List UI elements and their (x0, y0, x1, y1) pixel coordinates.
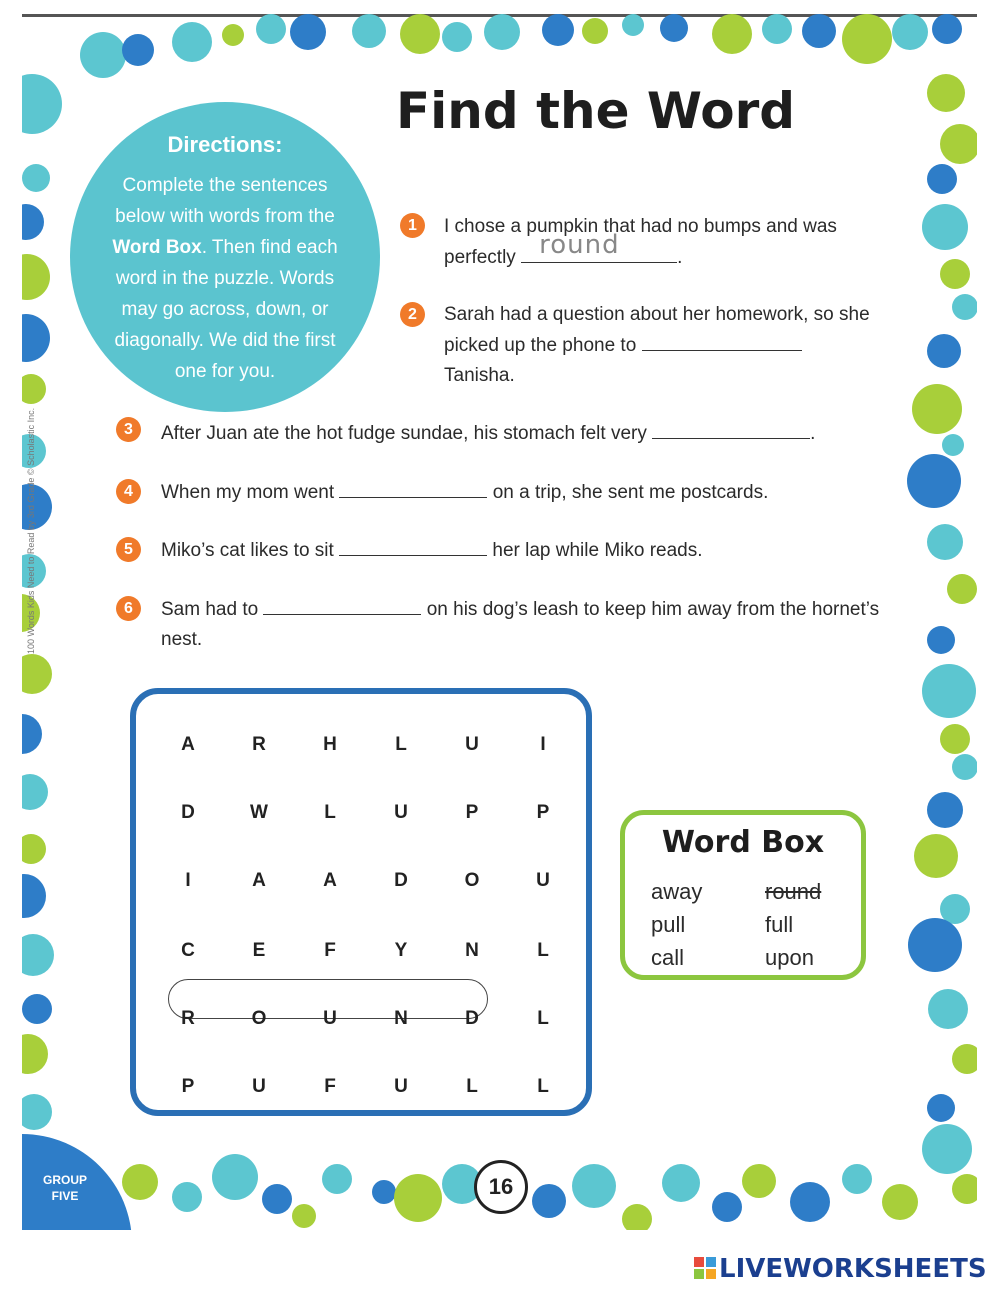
decorative-dot (952, 294, 977, 320)
decorative-dot (22, 74, 62, 134)
decorative-dot (927, 792, 963, 828)
decorative-dot (532, 1184, 566, 1218)
puzzle-letter[interactable]: U (323, 1008, 337, 1029)
decorative-dot (22, 254, 50, 300)
puzzle-letter[interactable]: F (324, 940, 336, 961)
puzzle-letter[interactable]: P (181, 1076, 195, 1097)
decorative-dot (952, 1044, 977, 1074)
puzzle-letter[interactable]: A (181, 734, 195, 755)
puzzle-letter[interactable]: L (537, 1076, 549, 1097)
puzzle-letter[interactable]: R (252, 734, 266, 755)
decorative-dot (914, 834, 958, 878)
puzzle-letter[interactable]: W (250, 802, 268, 823)
puzzle-letter[interactable]: U (394, 802, 408, 823)
answer-blank-2[interactable] (642, 330, 802, 351)
answer-blank-5[interactable] (339, 535, 487, 556)
decorative-dot (622, 1204, 652, 1230)
decorative-dot (790, 1182, 830, 1222)
puzzle-letter[interactable]: O (251, 1008, 267, 1029)
decorative-dot (22, 1034, 48, 1074)
puzzle-letter[interactable]: L (324, 802, 336, 823)
decorative-dot (290, 14, 326, 50)
question-1: I chose a pumpkin that had no bumps and was perfectly round . (444, 216, 837, 268)
decorative-dot (942, 434, 964, 456)
puzzle-letter[interactable]: U (252, 1076, 266, 1097)
decorative-dot (662, 1164, 700, 1202)
decorative-dot (762, 14, 792, 44)
decorative-dot (940, 259, 970, 289)
decorative-dot (932, 14, 962, 44)
decorative-dot (908, 918, 962, 972)
decorative-dot (484, 14, 520, 50)
worksheet-page (22, 14, 977, 1230)
decorative-dot (927, 164, 957, 194)
question-4: When my mom went on a trip, she sent me postcards. (161, 477, 921, 508)
puzzle-letter[interactable]: H (323, 734, 337, 755)
answer-blank-4[interactable] (339, 477, 487, 498)
puzzle-letter[interactable]: E (252, 940, 266, 961)
liveworksheets-brand[interactable]: LIVEWORKSHEETS (694, 1254, 987, 1284)
question-6: Sam had to on his dog’s leash to keep him away from the hornet’s nest. (161, 594, 891, 655)
word-box-title: Word Box (661, 825, 825, 860)
directions-text: Complete the sentences below with words from the Word Box. Then find each word in the puzzle. Words may go across, down, or diagonally. We did the first one for you. (112, 175, 338, 382)
decorative-dot (400, 14, 440, 54)
puzzle-letter[interactable]: D (181, 802, 195, 823)
puzzle-letter[interactable]: L (466, 1076, 478, 1097)
decorative-dot (660, 14, 688, 42)
decorative-dot (712, 14, 752, 54)
decorative-dot (442, 22, 472, 52)
puzzle-letter[interactable]: R (181, 1008, 195, 1029)
puzzle-letter[interactable]: L (537, 1008, 549, 1029)
puzzle-letter[interactable]: P (465, 802, 479, 823)
word-search-grid (130, 688, 592, 1116)
word-box-word: call (651, 945, 685, 970)
decorative-dot (947, 574, 977, 604)
copyright-text: 100 Words Kids Need to Read by 3rd Grade © Scholastic Inc. (26, 407, 36, 654)
decorative-dot (222, 24, 244, 46)
puzzle-letter[interactable]: L (537, 940, 549, 961)
decorative-dot (542, 14, 574, 46)
question-5-number: 5 (116, 537, 141, 562)
decorative-dot (22, 714, 42, 754)
decorative-dot (927, 334, 961, 368)
decorative-dot (928, 989, 968, 1029)
word-box-word: full (765, 912, 794, 937)
decorative-dot (394, 1174, 442, 1222)
puzzle-letter[interactable]: U (536, 870, 550, 891)
page-number: 16 (474, 1160, 528, 1214)
puzzle-letter[interactable]: O (464, 870, 480, 891)
question-5: Miko’s cat likes to sit her lap while Miko reads. (161, 535, 921, 566)
word-box-word: pull (651, 912, 686, 937)
decorative-dot (80, 32, 126, 78)
decorative-dot (256, 14, 286, 44)
decorative-dot (122, 1164, 158, 1200)
decorative-dot (712, 1192, 742, 1222)
decorative-dot (622, 14, 644, 36)
decorative-dot (212, 1154, 258, 1200)
decorative-dot (22, 1094, 52, 1130)
decorative-dot (927, 74, 965, 112)
decorative-dot (892, 14, 928, 50)
decorative-dot (802, 14, 836, 48)
decorative-dot (940, 124, 977, 164)
question-3: After Juan ate the hot fudge sundae, his stomach felt very . (161, 418, 921, 449)
decorative-dot (22, 994, 52, 1024)
puzzle-letter[interactable]: P (536, 802, 550, 823)
puzzle-letter[interactable]: N (394, 1008, 408, 1029)
decorative-dot (122, 34, 154, 66)
decorative-dot (882, 1184, 918, 1220)
decorative-dot (292, 1204, 316, 1228)
directions-heading: Directions: (167, 132, 283, 157)
decorative-dot (952, 754, 977, 780)
word-box (620, 810, 866, 980)
puzzle-letter[interactable]: A (252, 870, 266, 891)
group-badge (22, 1134, 132, 1230)
decorative-dot (922, 1124, 972, 1174)
decorative-dot (352, 14, 386, 48)
answer-1-handwritten: round (539, 230, 620, 260)
decorative-dot (22, 834, 46, 864)
group-label: GROUP FIVE (42, 1173, 87, 1203)
answer-blank-6[interactable] (263, 594, 421, 615)
puzzle-letter[interactable]: I (540, 734, 546, 755)
word-box-word: upon (765, 945, 814, 970)
decorative-dot (22, 654, 52, 694)
puzzle-letter[interactable]: Y (394, 940, 408, 961)
decorative-dot (922, 664, 976, 718)
decorative-dot (842, 1164, 872, 1194)
directions-bubble (70, 102, 380, 412)
answer-blank-1[interactable] (521, 230, 677, 263)
puzzle-letter[interactable]: L (395, 734, 407, 755)
puzzle-letter[interactable]: N (465, 940, 479, 961)
decorative-dot (22, 204, 44, 240)
question-2: Sarah had a question about her homework, so she picked up the phone to Tanisha. (444, 304, 870, 386)
decorative-dot (927, 1094, 955, 1122)
decorative-dot (922, 204, 968, 250)
puzzle-letter[interactable]: U (394, 1076, 408, 1097)
question-2-number: 2 (400, 302, 425, 327)
decorative-dot (262, 1184, 292, 1214)
question-3-number: 3 (116, 417, 141, 442)
decorative-dot (742, 1164, 776, 1198)
decorative-dot (172, 1182, 202, 1212)
question-1-number: 1 (400, 213, 425, 238)
decorative-dot (172, 22, 212, 62)
decorative-dot (842, 14, 892, 64)
question-6-number: 6 (116, 596, 141, 621)
puzzle-letter[interactable]: I (185, 870, 191, 891)
puzzle-letter[interactable]: C (181, 940, 195, 961)
decorative-dot (372, 1180, 396, 1204)
decorative-dot (927, 626, 955, 654)
word-box-word: away (651, 879, 703, 904)
decorative-dot (582, 18, 608, 44)
puzzle-letter[interactable]: D (465, 1008, 479, 1029)
decorative-dot (952, 1174, 977, 1204)
decorative-dot (22, 774, 48, 810)
decorative-dot (940, 724, 970, 754)
question-4-number: 4 (116, 479, 141, 504)
puzzle-letter[interactable]: F (324, 1076, 336, 1097)
decorative-dot (22, 934, 54, 976)
decorative-dot (22, 874, 46, 918)
puzzle-letter[interactable]: A (323, 870, 337, 891)
word-box-word-crossed: round (765, 879, 822, 904)
page-title: Find the Word (396, 82, 796, 140)
liveworksheets-logo-icon (694, 1257, 716, 1279)
puzzle-letter[interactable]: U (465, 734, 479, 755)
decorative-dot (22, 164, 50, 192)
puzzle-letter[interactable]: D (394, 870, 408, 891)
decorative-dot (572, 1164, 616, 1208)
answer-blank-3[interactable] (652, 418, 810, 439)
decorative-dot (322, 1164, 352, 1194)
decorative-dot (927, 524, 963, 560)
